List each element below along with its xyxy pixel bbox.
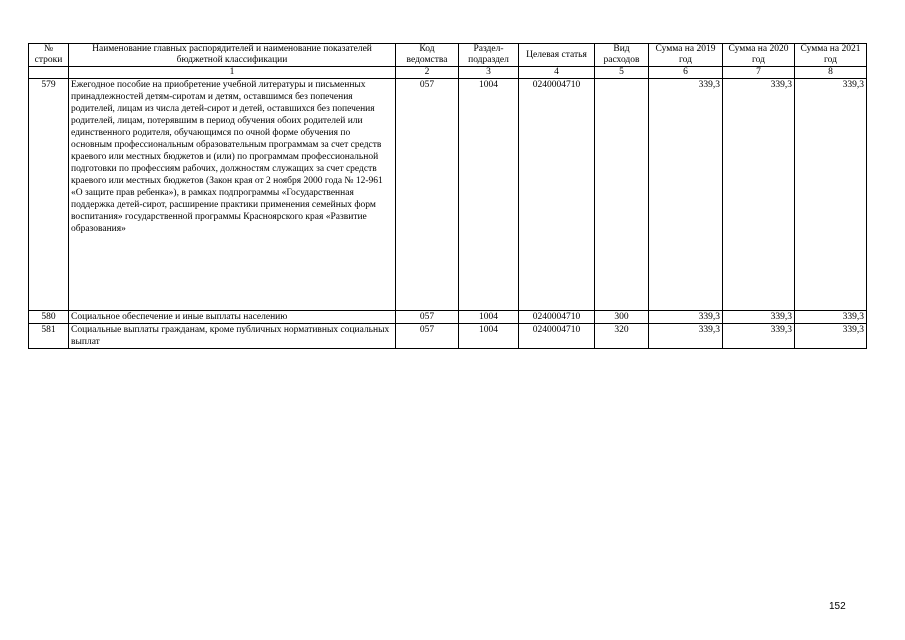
- column-number: 2: [396, 67, 459, 79]
- row-target-article: 0240004710: [519, 79, 595, 311]
- row-dept-code: 057: [396, 79, 459, 311]
- header-sum-2020: Сумма на 2020 год: [723, 44, 795, 67]
- row-section: 1004: [459, 324, 519, 349]
- row-sum-2020: 339,3: [723, 324, 795, 349]
- header-target-article: Целевая статья: [519, 44, 595, 67]
- column-number: [29, 67, 69, 79]
- row-sum-2019: 339,3: [649, 324, 723, 349]
- row-name: Социальные выплаты гражданам, кроме публичных нормативных социальных выплат: [69, 324, 396, 349]
- row-expense-type: 320: [595, 324, 649, 349]
- row-sum-2019: 339,3: [649, 79, 723, 311]
- table-row: [29, 311, 867, 324]
- header-dept-code: Код ведомства: [396, 44, 459, 67]
- column-number-row: [29, 67, 867, 79]
- budget-table: [28, 43, 867, 349]
- column-number: 7: [723, 67, 795, 79]
- column-number: 6: [649, 67, 723, 79]
- row-sum-2021: 339,3: [795, 79, 867, 311]
- row-name: Ежегодное пособие на приобретение учебной литературы и письменных принадлежностей детям-сиротам и детям, оставшимся без попечения родителей, лицам из числа детей-сирот и детей, оставшихся без попечения родителей, лицам, потерявшим в период обучения обоих родителей или единственного родителя, обучающимся по очной форме обучения по основным профессиональным образовательным программам за счет средств краевого или местных бюджетов и (или) по программам профессиональной подготовки по профессиям рабочих, должностям служащих за счет средств краевого или местных бюджетов (Закон края от 2 ноября 2000 года № 12-961 «О защите прав ребенка»), в рамках подпрограммы «Государственная поддержка детей-сирот, расширение практики применения семейных форм воспитания» государственной программы Красноярского края «Развитие образования»: [69, 79, 396, 311]
- header-expense-type: Вид расходов: [595, 44, 649, 67]
- header-name: Наименование главных распорядителей и наименование показателей бюджетной классификации: [69, 44, 396, 67]
- row-target-article: 0240004710: [519, 324, 595, 349]
- row-section: 1004: [459, 311, 519, 324]
- row-sum-2020: 339,3: [723, 311, 795, 324]
- row-section: 1004: [459, 79, 519, 311]
- row-expense-type: 300: [595, 311, 649, 324]
- row-sum-2021: 339,3: [795, 324, 867, 349]
- header-row: [29, 44, 867, 67]
- column-number: 8: [795, 67, 867, 79]
- header-section: Раздел-подраздел: [459, 44, 519, 67]
- row-target-article: 0240004710: [519, 311, 595, 324]
- row-sum-2020: 339,3: [723, 79, 795, 311]
- row-dept-code: 057: [396, 324, 459, 349]
- header-sum-2021: Сумма на 2021 год: [795, 44, 867, 67]
- column-number: 1: [69, 67, 396, 79]
- row-number: 580: [29, 311, 69, 324]
- row-number: 579: [29, 79, 69, 311]
- row-sum-2021: 339,3: [795, 311, 867, 324]
- column-number: 5: [595, 67, 649, 79]
- row-expense-type: [595, 79, 649, 311]
- row-dept-code: 057: [396, 311, 459, 324]
- page-number: 152: [829, 601, 846, 612]
- column-number: 3: [459, 67, 519, 79]
- row-name: Социальное обеспечение и иные выплаты населению: [69, 311, 396, 324]
- column-number: 4: [519, 67, 595, 79]
- row-number: 581: [29, 324, 69, 349]
- header-sum-2019: Сумма на 2019 год: [649, 44, 723, 67]
- table-row: [29, 79, 867, 311]
- row-sum-2019: 339,3: [649, 311, 723, 324]
- header-row-number: № строки: [29, 44, 69, 67]
- table-row: [29, 324, 867, 349]
